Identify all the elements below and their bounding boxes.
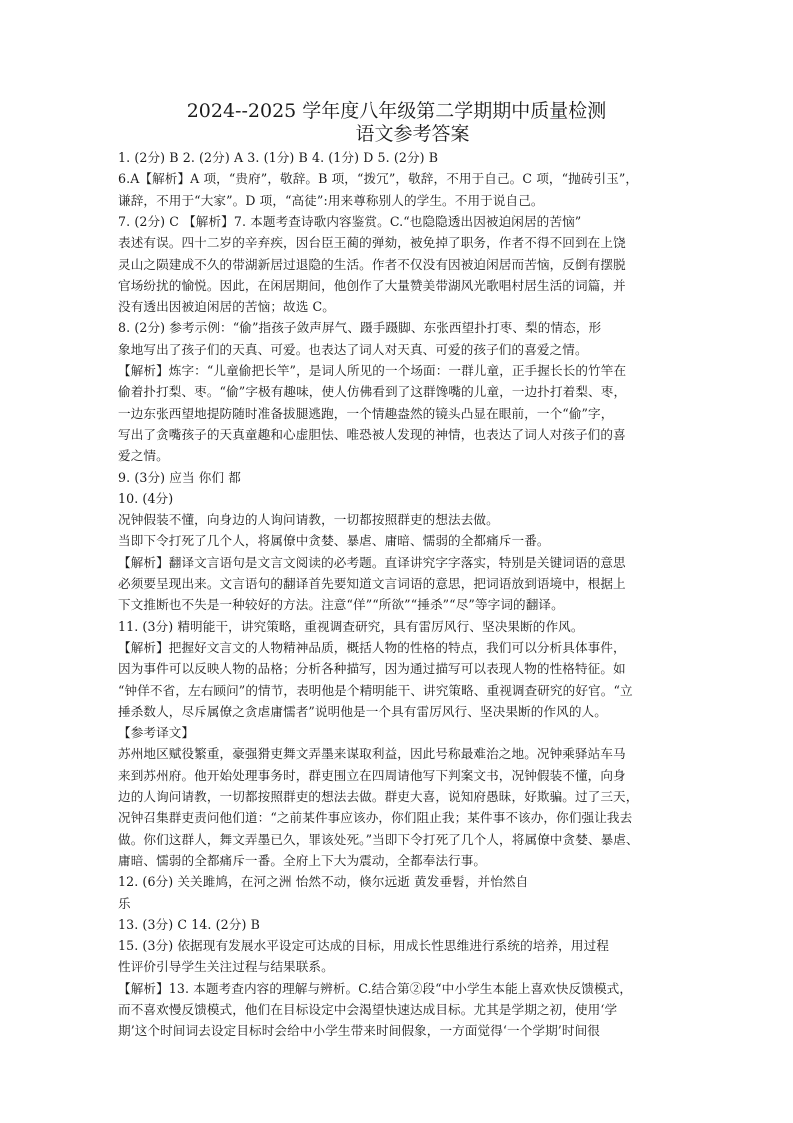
text-line: 期’这个时间词去设定目标时会给中小学生带来时间假象，一方面觉得‘一个学期’时间很 <box>118 1023 600 1039</box>
text-line: 【解析】把握好文言文的人物精神品质，概括人物的性格的特点，我们可以分析具体事件， <box>118 639 626 655</box>
text-line: 况钟召集群吏责问他们道：“之前某件事应该办，你们阻止我；某件事不该办，你们强让我去 <box>118 810 633 826</box>
text-line: 乐 <box>118 895 131 911</box>
text-line: 一边东张西望地提防随时准备拔腿逃跑，一个情趣盎然的镜头凸显在眼前，一个“偷”字， <box>118 405 614 421</box>
text-line: 7. (2分) C 【解析】7. 本题考查诗歌内容鉴赏。C.“也隐隐透出因被迫闲居的苦恼” <box>118 213 582 229</box>
text-line: 10. (4分) <box>118 490 174 506</box>
text-line: 9. (3分) 应当 你们 都 <box>118 469 241 485</box>
text-line: 来到苏州府。他开始处理事务时，群吏围立在四周请他写下判案文书，况钟假装不懂，向身 <box>118 767 626 783</box>
text-line: 1. (2分) B 2. (2分) A 3. (1分) B 4. (1分) D 5. (2分) B <box>118 150 439 165</box>
text-line: 12. (6分) 关关雎鸠，在河之洲 怡然不动，倏尔远逝 黄发垂髫，并怡然自 <box>118 874 529 890</box>
text-line: 【参考译文】 <box>118 725 195 741</box>
text-line: 而不喜欢慢反馈模式，他们在目标设定中会渴望快速达成目标。尤其是学期之初，使用‘学 <box>118 1002 618 1017</box>
text-line: 谦辞，不用于“大家”。D 项，“高徒”:用来尊称别人的学生。不用于说自己。 <box>118 192 544 208</box>
text-line: 偷着扑打梨、枣。“偷”字极有趣味，使人仿佛看到了这群馋嘴的儿童，一边扑打着梨、枣， <box>118 384 627 400</box>
text-line: 【解析】翻译文言语句是文言文阅读的必考题。直译讲究字字落实，特别是关键词语的意思 <box>118 554 626 570</box>
text-line: 下文推断也不失是一种较好的方法。注意“佯”“所欲”“捶杀”“尽”等字词的翻译。 <box>118 597 564 613</box>
text-line: 象地写出了孩子们的天真、可爱。也表达了词人对天真、可爱的孩子们的喜爱之情。 <box>118 341 588 357</box>
document-title: 2024--2025 学年度八年级第二学期期中质量检测 <box>186 100 607 122</box>
text-line: 庸暗、懦弱的全都痛斥一番。全府上下大为震动，全都奉法行事。 <box>118 852 487 868</box>
text-line: “钟佯不省，左右顾问”的情节，表明他是个精明能干、讲究策略、重视调查研究的好官。“立 <box>118 682 633 698</box>
text-line: 性评价引导学生关注过程与结果联系。 <box>118 959 334 975</box>
text-line: 苏州地区赋役繁重，豪强猾吏舞文弄墨来谋取利益，因此号称最难治之地。况钟乘驿站车马 <box>118 746 626 762</box>
text-line: 表述有误。四十二岁的辛弃疾，因台臣王蔺的弹劾，被免掉了职务，作者不得不回到在上饶 <box>118 235 626 251</box>
text-line: 灵山之陨建成不久的带湖新居过退隐的生活。作者不仅没有因被迫闲居而苦恼，反倒有摆脱 <box>118 256 626 272</box>
text-line: 做。你们这群人，舞文弄墨已久，罪该处死。”当即下令打死了几个人，将属僚中贪婪、暴虐、 <box>118 831 639 847</box>
document-subtitle: 语文参考答案 <box>355 123 470 145</box>
text-line: 必须要呈现出来。文言语句的翻译首先要知道文言词语的意思，把词语放到语境中，根据上 <box>118 576 626 591</box>
text-line: 况钟假装不懂，向身边的人询问请教，一切都按照群吏的想法去做。 <box>118 512 499 528</box>
text-line: 写出了贪嘴孩子的天真童趣和心虚胆怯、唯恐被人发现的神情，也表达了词人对孩子们的喜 <box>118 426 626 442</box>
text-line: 【解析】炼字：“儿童偷把长竿”，是词人所见的一个场面：一群儿童，正手握长长的竹竿在 <box>118 363 627 378</box>
text-line: 【解析】13. 本题考查内容的理解与辨析。C.结合第②段“中小学生本能上喜欢快反馈模式， <box>118 980 633 996</box>
text-line: 边的人询问请教，一切都按照群吏的想法去做。群吏大喜，说知府愚昧，好欺骗。过了三天， <box>118 789 639 804</box>
text-line: 6.A【解析】A 项，“贵府”，敬辞。B 项，“拨冗”，敬辞，不用于自己。C 项，“抛砖引玉”， <box>118 171 639 187</box>
text-line: 爱之情。 <box>118 448 169 464</box>
text-line: 官场纷扰的愉悦。因此，在闲居期间，他创作了大量赞美带湖风光歌唱村居生活的词篇，并 <box>118 277 626 293</box>
text-line: 因为事件可以反映人物的品格；分析各种描写，因为通过描写可以表现人物的性格特征。如 <box>118 661 626 677</box>
text-line: 捶杀数人，尽斥属僚之贪虐庸懦者”说明他是一个具有雷厉风行、坚决果断的作风的人。 <box>118 703 607 719</box>
text-line: 当即下令打死了几个人，将属僚中贪婪、暴虐、庸暗、懦弱的全都痛斥一番。 <box>118 533 550 549</box>
text-line: 8. (2分) 参考示例：“偷”指孩子敛声屏气、蹑手蹑脚、东张西望扑打枣、梨的情态，形 <box>118 320 602 336</box>
text-line: 15. (3分) 依据现有发展水平设定可达成的目标，用成长性思维进行系统的培养，用过程 <box>118 938 609 954</box>
text-line: 11. (3分) 精明能干，讲究策略，重视调查研究，具有雷厉风行、坚决果断的作风。 <box>118 618 584 634</box>
text-line: 没有透出因被迫闲居的苦恼；故选 C。 <box>118 299 335 315</box>
text-line: 13. (3分) C 14. (2分) B <box>118 916 260 932</box>
